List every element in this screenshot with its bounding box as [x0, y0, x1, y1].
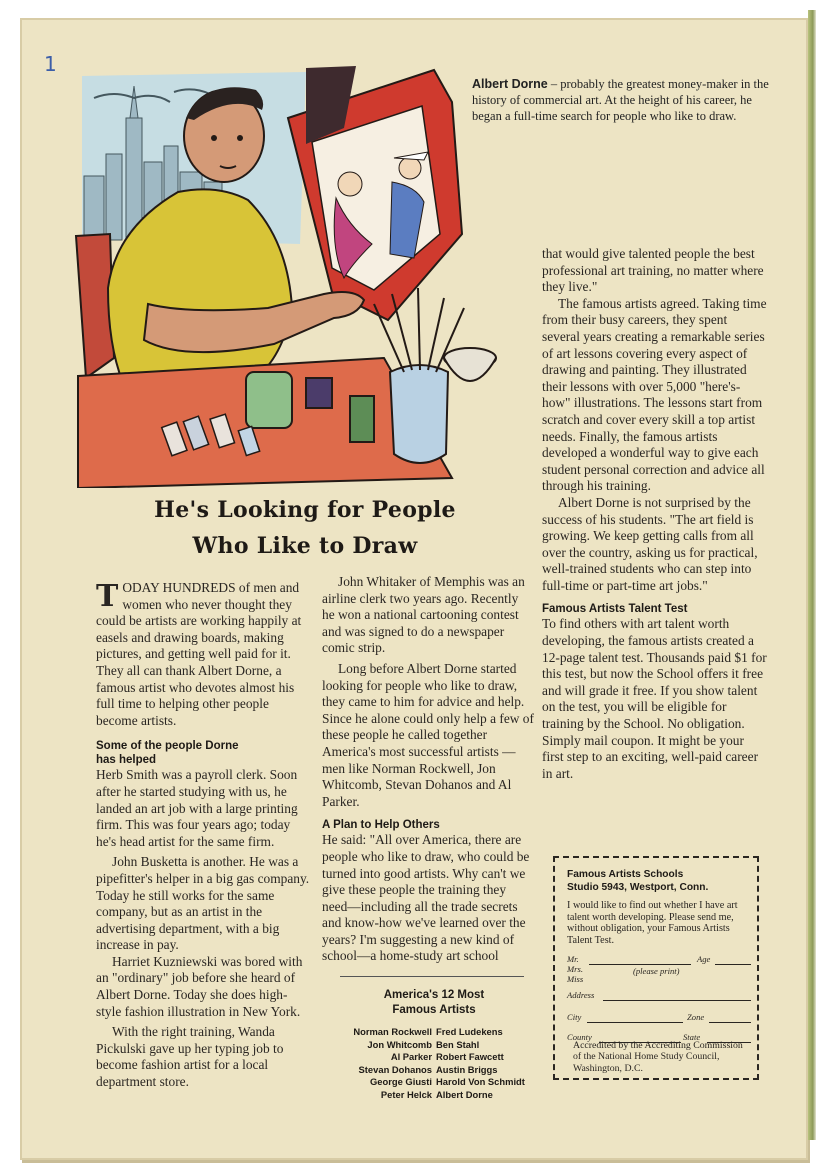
name-field[interactable]: [567, 954, 749, 984]
paragraph: that would give talented people the best professional art training, no matter where they live.": [542, 246, 764, 295]
coupon-studio: Studio 5943, Westport, Conn.: [567, 882, 709, 893]
accreditation-note: Accredited by the Accrediting Commission of the National Home Study Council, Washington, D.C.: [573, 1040, 743, 1074]
artist-name: Jon Whitcomb: [367, 1038, 432, 1050]
paragraph: John Busketta is another. He was a pipefitter's helper in a big gas company. Today he still works for the same company, but as an artist in the advertising department, with a big increase in pay.: [96, 854, 310, 953]
famous-artists-list: [324, 988, 544, 1102]
artist-name: Ben Stahl: [436, 1038, 480, 1050]
paragraph: John Whitaker of Memphis was an airline clerk two years ago. Recently he won a national cartooning contest and was signed to do a newspaper comic strip.: [322, 574, 525, 656]
label-zone: Zone: [687, 1012, 705, 1023]
section-heading-people-helped: Some of the people Dorne has helped: [96, 740, 239, 767]
paragraph: He said: "All over America, there are people who like to draw, who could be turned into good artists. Why can't we give these people the training they need—including all the trade secrets and know-how we've learned over the years? I'm suggesting a new kind of school—a home-study art school: [322, 832, 530, 964]
mail-coupon[interactable]: [553, 856, 759, 1080]
paragraph: To find others with art talent worth developing, the famous artists created a 12-page talent test. Thousands paid $1 for this test, but now the School offers it free and will grade it free. If you show talent on the test, you will be eligible for training by the School. No obligation. Simply mail coupon. It might be your first step to an exciting, well-paid career in art.: [542, 616, 767, 781]
artists-title: [324, 988, 544, 1018]
article-column-3: [542, 246, 768, 782]
coupon-heading: [567, 868, 749, 894]
label-mrs: Mrs.: [567, 964, 583, 975]
divider: [340, 976, 524, 977]
caption-text: – probably the greatest money-maker in the history of commercial art. At the height of his career, he began a full-time search for people who like to draw.: [472, 77, 769, 123]
artist-illustration: [74, 58, 526, 488]
paragraph: Herb Smith was a payroll clerk. Soon after he started studying with us, he landed an art job with a large printing firm. This was four years ago; today he's head artist for the same firm.: [96, 767, 298, 849]
intro-smallcaps: ODAY HUNDREDS: [122, 580, 236, 595]
label-state: State: [683, 1032, 701, 1043]
section-heading-plan: A Plan to Help Others: [322, 819, 440, 832]
cover-edge: [808, 10, 816, 1140]
paragraph: With the right training, Wanda Pickulski gave up her typing job to become fashion artist for a local department store.: [96, 1024, 284, 1090]
artist-name: Fred Ludekens: [436, 1026, 503, 1037]
paragraph: Long before Albert Dorne started looking for people who like to draw, they came to him for advice and help. Since he alone could only help a few of these people he called together America's most successful artists —men like Norman Rockwell, Jon Whitcomb, Stevan Dohanos and Al Parker.: [322, 660, 534, 809]
artist-name: Albert Dorne: [436, 1088, 493, 1100]
label-city: City: [567, 1012, 582, 1023]
caption-name: Albert Dorne: [472, 77, 548, 91]
artist-name: Norman Rockwell: [353, 1026, 432, 1037]
label-miss: Miss: [567, 974, 584, 985]
section-heading-talent-test: Famous Artists Talent Test: [542, 603, 688, 616]
label-address: Address: [567, 990, 595, 1001]
city-zone-field[interactable]: [567, 1012, 749, 1028]
headline-line-2: Who Like to Draw: [192, 533, 418, 559]
paragraph: Harriet Kuzniewski was bored with an "ordinary" job before she heard of Albert Dorne. Today she does high-style fashion illustration in New York.: [96, 953, 303, 1019]
address-field[interactable]: [567, 990, 749, 1006]
artist-name: Robert Fawcett: [436, 1051, 504, 1063]
drop-cap: T: [96, 579, 119, 614]
label-mr: Mr.: [567, 954, 579, 965]
article-column-1: [96, 580, 310, 1091]
artist-name: George Giusti: [370, 1076, 432, 1088]
paragraph-intro: [96, 580, 310, 729]
artists-title-line-2: Famous Artists: [392, 1004, 476, 1016]
article-column-2: [322, 574, 534, 965]
illustration-caption: [472, 76, 772, 124]
label-age: Age: [697, 954, 711, 965]
coupon-request-text: I would like to find out whether I have art talent worth developing. Please send me, without obligation, your Famous Artists Talent Test.: [567, 900, 738, 946]
artists-grid: [324, 1026, 544, 1102]
headline-line-1: He's Looking for People: [154, 497, 456, 523]
paragraph: The famous artists agreed. Taking time from their busy careers, they spent several years creating a remarkable series of art lessons covering every aspect of drawing and painting. They illustrated their lessons with over 5,000 "here's-how" illustrations. The lessons start from scratch and cover every skill a top artist needs. Finally, the famous artists developed a wonderful way to give each student personal correction and advice all through his training.: [542, 295, 767, 494]
artist-name: Peter Helck: [380, 1088, 432, 1100]
artist-name: Al Parker: [390, 1051, 432, 1063]
headline: [96, 492, 514, 564]
brush-jar: [390, 365, 448, 463]
paragraph: Albert Dorne is not surprised by the success of his students. "The art field is growing. We keep getting calls from all over the country, asking us for practical, well-trained students who can step into full-time or part-time art jobs.": [542, 494, 758, 593]
artist-name: Stevan Dohanos: [358, 1063, 432, 1075]
artists-title-line-1: America's 12 Most: [383, 989, 485, 1001]
please-print-label: (please print): [633, 966, 680, 977]
label-county: County: [567, 1032, 592, 1043]
artist-name: Harold Von Schmidt: [436, 1076, 525, 1088]
intro-text: of men and women who never thought they could be artists are working happily at easels and drawing boards, making pictures, and getting well paid for it. They all can thank Albert Dorne, a famous artist who devotes almost his full time to helping other people become artists.: [96, 580, 302, 728]
artist-name: Austin Briggs: [436, 1063, 498, 1075]
margin-mark: 1: [44, 52, 57, 76]
coupon-school: Famous Artists Schools: [567, 869, 684, 880]
